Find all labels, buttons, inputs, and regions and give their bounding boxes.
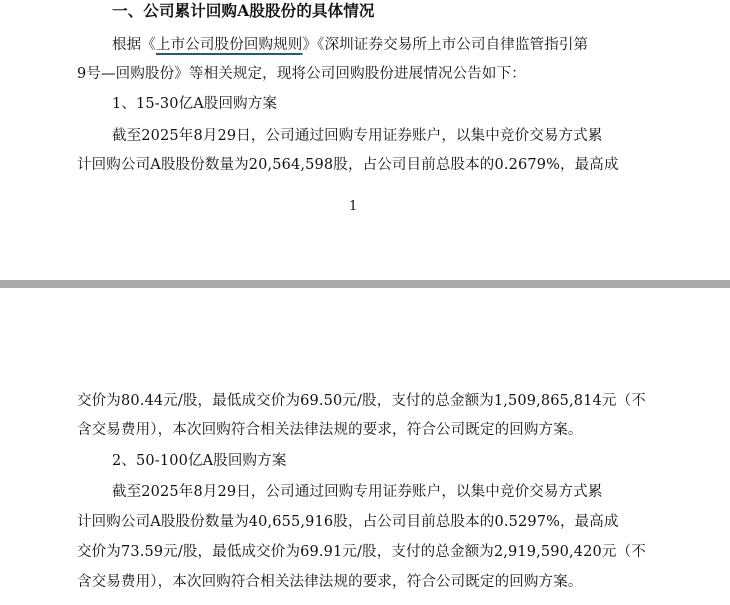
page-number: 1 bbox=[349, 199, 358, 214]
document-page-1 bbox=[0, 0, 730, 280]
plan1-line-2: 计回购公司A股股份数量为20,564,598股，占公司目前总股本的0.2679%，最高成 bbox=[77, 157, 619, 173]
plan1-line-1: 截至2025年8月29日，公司通过回购专用证券账户，以集中竞价交易方式累 bbox=[112, 128, 603, 144]
page-separator bbox=[0, 280, 730, 288]
plan2-title: 2、50-100亿A股回购方案 bbox=[112, 453, 287, 469]
plan1-line-4: 含交易费用），本次回购符合相关法律法规的要求，符合公司既定的回购方案。 bbox=[77, 422, 583, 438]
section-heading: 一、公司累计回购A股股份的具体情况 bbox=[112, 1, 375, 20]
regulation-link[interactable]: 上市公司股份回购规则 bbox=[155, 37, 303, 53]
plan2-line-1: 截至2025年8月29日，公司通过回购专用证券账户，以集中竞价交易方式累 bbox=[112, 484, 603, 500]
intro-paragraph-line-1 bbox=[112, 35, 588, 55]
intro-paragraph-line-2: 9号—回购股份》等相关规定，现将公司回购股份进展情况公告如下： bbox=[77, 66, 526, 82]
document-page-2 bbox=[0, 288, 730, 605]
plan2-line-4: 含交易费用），本次回购符合相关法律法规的要求，符合公司既定的回购方案。 bbox=[77, 574, 583, 590]
intro-suffix: 》《深圳证券交易所上市公司自律监管指引第 bbox=[302, 37, 589, 53]
plan1-title: 1、15-30亿A股回购方案 bbox=[112, 96, 278, 112]
plan1-line-3: 交价为80.44元/股，最低成交价为69.50元/股，支付的总金额为1,509,865,814元（不 bbox=[77, 393, 646, 409]
intro-prefix: 根据《 bbox=[112, 37, 156, 53]
plan2-line-2: 计回购公司A股股份数量为40,655,916股，占公司目前总股本的0.5297%，最高成 bbox=[77, 514, 619, 530]
plan2-line-3: 交价为73.59元/股，最低成交价为69.91元/股，支付的总金额为2,919,590,420元（不 bbox=[77, 544, 646, 560]
